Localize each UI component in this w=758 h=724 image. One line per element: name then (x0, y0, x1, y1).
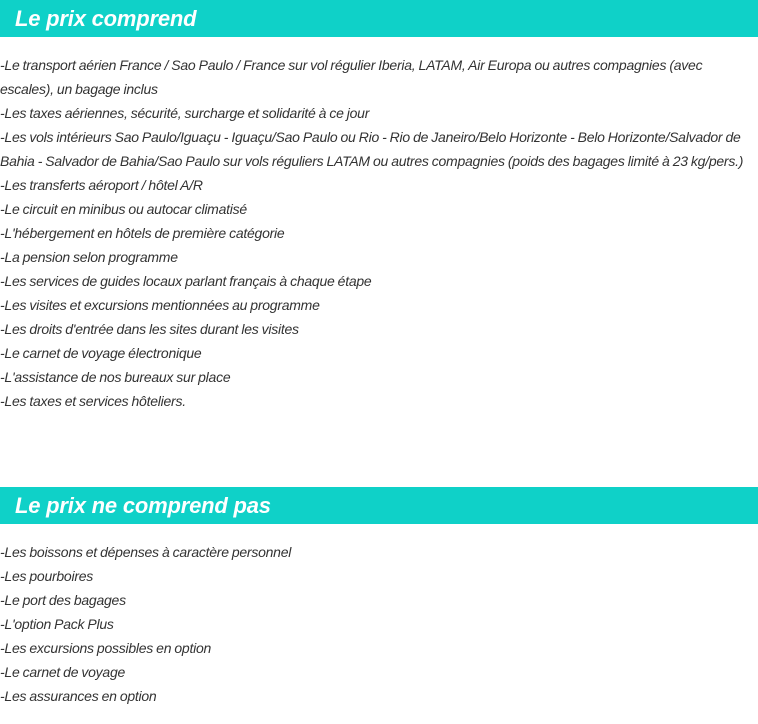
included-items-list (0, 53, 758, 413)
included-section-title: Le prix comprend (15, 5, 197, 31)
list-item: -La pension selon programme (0, 249, 178, 265)
list-item: -Les taxes et services hôteliers. (0, 393, 186, 409)
list-item: -Les transferts aéroport / hôtel A/R (0, 177, 203, 193)
included-section-header (0, 0, 758, 37)
list-item: -L'option Pack Plus (0, 616, 114, 632)
list-item: -Les pourboires (0, 568, 94, 584)
list-item: -Les droits d'entrée dans les sites durant les visites (0, 321, 299, 337)
list-item: -Les visites et excursions mentionnées au programme (0, 297, 320, 313)
list-item: -Le transport aérien France / Sao Paulo / France sur vol régulier Iberia, LATAM, Air Europa ou autres compagnies (avec escales), un bagage inclus (0, 57, 703, 97)
list-item: -Le carnet de voyage (0, 664, 126, 680)
excluded-items-list (0, 540, 758, 708)
list-item: -Les vols intérieurs Sao Paulo/Iguaçu - Iguaçu/Sao Paulo ou Rio - Rio de Janeiro/Belo Horizonte - Belo Horizonte/Salvador de Bahia - Salvador de Bahia/Sao Paulo sur vols réguliers LATAM ou autres compagnies (poids des bagages limité à 23 kg/pers.) (0, 129, 744, 169)
list-item: -Le carnet de voyage électronique (0, 345, 202, 361)
list-item: -Les excursions possibles en option (0, 640, 212, 656)
list-item: -Les boissons et dépenses à caractère personnel (0, 544, 292, 560)
list-item: -L'assistance de nos bureaux sur place (0, 369, 231, 385)
list-item: -Le port des bagages (0, 592, 126, 608)
excluded-section-header (0, 487, 758, 524)
list-item: -L'hébergement en hôtels de première catégorie (0, 225, 285, 241)
list-item: -Les services de guides locaux parlant français à chaque étape (0, 273, 372, 289)
list-item: -Le circuit en minibus ou autocar climatisé (0, 201, 247, 217)
list-item: -Les taxes aériennes, sécurité, surcharge et solidarité à ce jour (0, 105, 370, 121)
list-item: -Les assurances en option (0, 688, 157, 704)
excluded-section-title: Le prix ne comprend pas (15, 492, 271, 518)
